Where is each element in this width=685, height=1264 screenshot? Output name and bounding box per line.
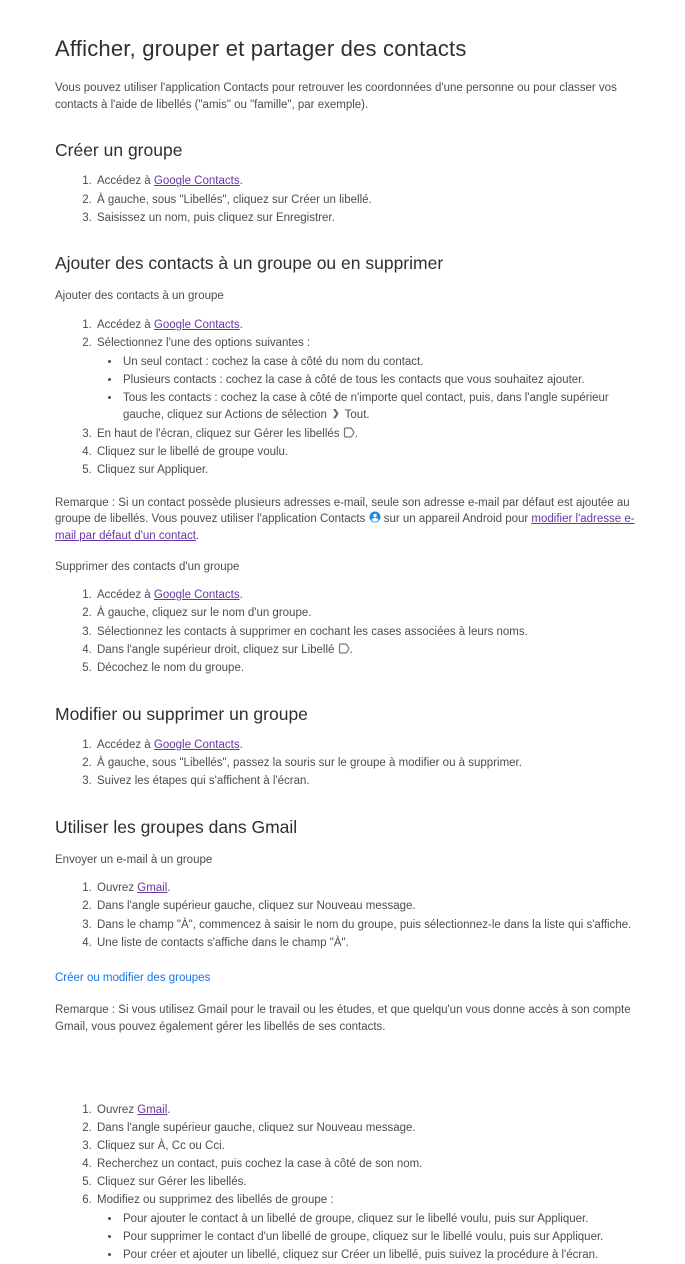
edit-delete-group-steps [55,737,643,790]
list-item: 3. Dans le champ "À", commencez à saisir le nom du groupe, puis sélectionnez-le dans la liste qui s'affiche. [95,917,643,934]
list-item: • Plusieurs contacts : cochez la case à côté de tous les contacts que vous souhaitez ajouter. [121,372,643,389]
list-item: 2. À gauche, sous "Libellés", cliquez sur Créer un libellé. [95,192,643,209]
chevron-right-icon: ❯ [332,407,340,418]
step-text: . [239,738,243,751]
step-text: Accédez à [97,738,154,751]
list-item: • Pour ajouter le contact à un libellé de groupe, cliquez sur le libellé voulu, puis sur Appliquer. [121,1211,643,1228]
list-item: 2. À gauche, sous "Libellés", passez la souris sur le groupe à modifier ou à supprimer. [95,755,643,772]
step-text: Accédez à [97,319,154,332]
step-text: . [354,427,358,440]
list-item [95,1192,643,1264]
step-text: Tout. [341,408,370,421]
create-group-steps [55,173,643,226]
list-item [95,737,643,754]
modify-default-email-link[interactable]: modifier l'adresse e-mail par défaut d'un contact [55,513,635,542]
note-text: Remarque : Si un contact possède plusieurs adresses e-mail, seule son adresse e-mail par défaut est ajoutée au groupe de libellés. Vous pouvez utiliser l'application Contacts [55,496,630,526]
step-text: Ouvrez [97,1103,138,1116]
section-heading-edit-delete-group: Modifier ou supprimer un groupe [55,703,308,724]
step-text: . [239,175,243,188]
list-item [95,317,643,334]
section-heading-add-remove-contacts: Ajouter des contacts à un groupe ou en supprimer [55,253,444,274]
step-text: Tous les contacts : cochez la case à côté de n'importe quel contact, puis, dans l'angle supérieur gauche, cliquez sur Actions de sélection [123,392,609,421]
list-item: • Un seul contact : cochez la case à côté du nom du contact. [121,354,643,371]
step-text: En haut de l'écran, cliquez sur Gérer les libellés [97,427,343,440]
sub-label-remove-contacts: Supprimer des contacts d'un groupe [55,560,240,573]
gmail-link[interactable]: Gmail [137,882,168,895]
list-item: • Pour créer et ajouter un libellé, cliquez sur Créer un libellé, puis suivez la procédure à l'écran. [121,1247,643,1264]
send-email-steps [55,880,643,951]
step-text: . [349,643,353,656]
step-text: . [167,1103,171,1116]
gmail-link[interactable]: Gmail [137,1103,168,1116]
step-text: Ouvrez [97,882,138,895]
google-contacts-link[interactable]: Google Contacts [153,175,240,188]
note-gmail-delegation: Remarque : Si vous utilisez Gmail pour le travail ou les études, et que quelqu'un vous donne accès à son compte Gmail, vous pouvez également gérer les libellés de ses contacts. [55,1004,631,1033]
section-heading-create-group: Créer un groupe [55,140,183,161]
step-text: . [239,319,243,332]
list-item [95,173,643,190]
list-item: 3. Suivez les étapes qui s'affichent à l'écran. [95,773,643,790]
intro-paragraph: Vous pouvez utiliser l'application Contacts pour retrouver les coordonnées d'une personne ou pour classer vos contacts à l'aide de libellés ("amis" ou "famille", par exemple). [55,82,617,111]
google-contacts-link[interactable]: Google Contacts [153,738,240,751]
step-text: Accédez à [97,175,154,188]
note-default-email [55,495,643,545]
google-contacts-link[interactable]: Google Contacts [153,589,240,602]
step-text: Accédez à [97,589,154,602]
list-item [121,390,643,423]
google-contacts-app-icon [369,511,381,523]
list-item: 4. Cliquez sur le libellé de groupe voulu. [95,444,643,461]
create-modify-groups-link[interactable]: Créer ou modifier des groupes [55,971,211,984]
list-item: 2. À gauche, cliquez sur le nom d'un groupe. [95,605,643,622]
page-title: Afficher, grouper et partager des contacts [55,36,467,61]
label-tag-icon [338,643,350,654]
label-tag-icon [343,427,355,438]
step-text: . [239,589,243,602]
remove-contacts-steps [55,587,643,676]
list-item: 3. Sélectionnez les contacts à supprimer en cochant les cases associées à leurs noms. [95,624,643,641]
sub-label-add-contacts: Ajouter des contacts à un groupe [55,290,224,303]
list-item [95,426,643,443]
list-item [95,642,643,659]
section-heading-groups-in-gmail: Utiliser les groupes dans Gmail [55,816,298,837]
manage-labels-steps [55,1102,643,1264]
step-text: . [167,882,171,895]
step-text: Dans l'angle supérieur droit, cliquez sur Libellé [97,643,338,656]
list-item: 4. Recherchez un contact, puis cochez la case à côté de son nom. [95,1156,643,1173]
note-text: sur un appareil Android pour [380,513,532,526]
create-modify-groups-link-row [55,970,643,987]
list-item [95,1102,643,1119]
step-text: Sélectionnez l'une des options suivantes : [97,337,311,350]
list-item: 4. Une liste de contacts s'affiche dans le champ "À". [95,935,643,952]
list-item: • Pour supprimer le contact d'un libellé de groupe, cliquez sur le libellé voulu, puis sur Appliquer. [121,1229,643,1246]
list-item: 5. Cliquez sur Appliquer. [95,462,643,479]
step-text: Modifiez ou supprimez des libellés de groupe : [97,1194,334,1207]
options-bullet-list [97,354,643,424]
add-contacts-steps [55,317,643,479]
spacer [55,1050,643,1090]
list-item: 5. Décochez le nom du groupe. [95,660,643,677]
list-item [95,880,643,897]
list-item: 3. Saisissez un nom, puis cliquez sur Enregistrer. [95,210,643,227]
list-item: 2. Dans l'angle supérieur gauche, cliquez sur Nouveau message. [95,1120,643,1137]
list-item [95,335,643,423]
list-item: 5. Cliquez sur Gérer les libellés. [95,1174,643,1191]
list-item [95,587,643,604]
google-contacts-link[interactable]: Google Contacts [153,319,240,332]
list-item: 2. Dans l'angle supérieur gauche, cliquez sur Nouveau message. [95,898,643,915]
list-item: 3. Cliquez sur À, Cc ou Cci. [95,1138,643,1155]
sub-label-send-email: Envoyer un e-mail à un groupe [55,853,213,866]
note-text: . [195,529,200,542]
label-actions-bullet-list [97,1211,643,1264]
